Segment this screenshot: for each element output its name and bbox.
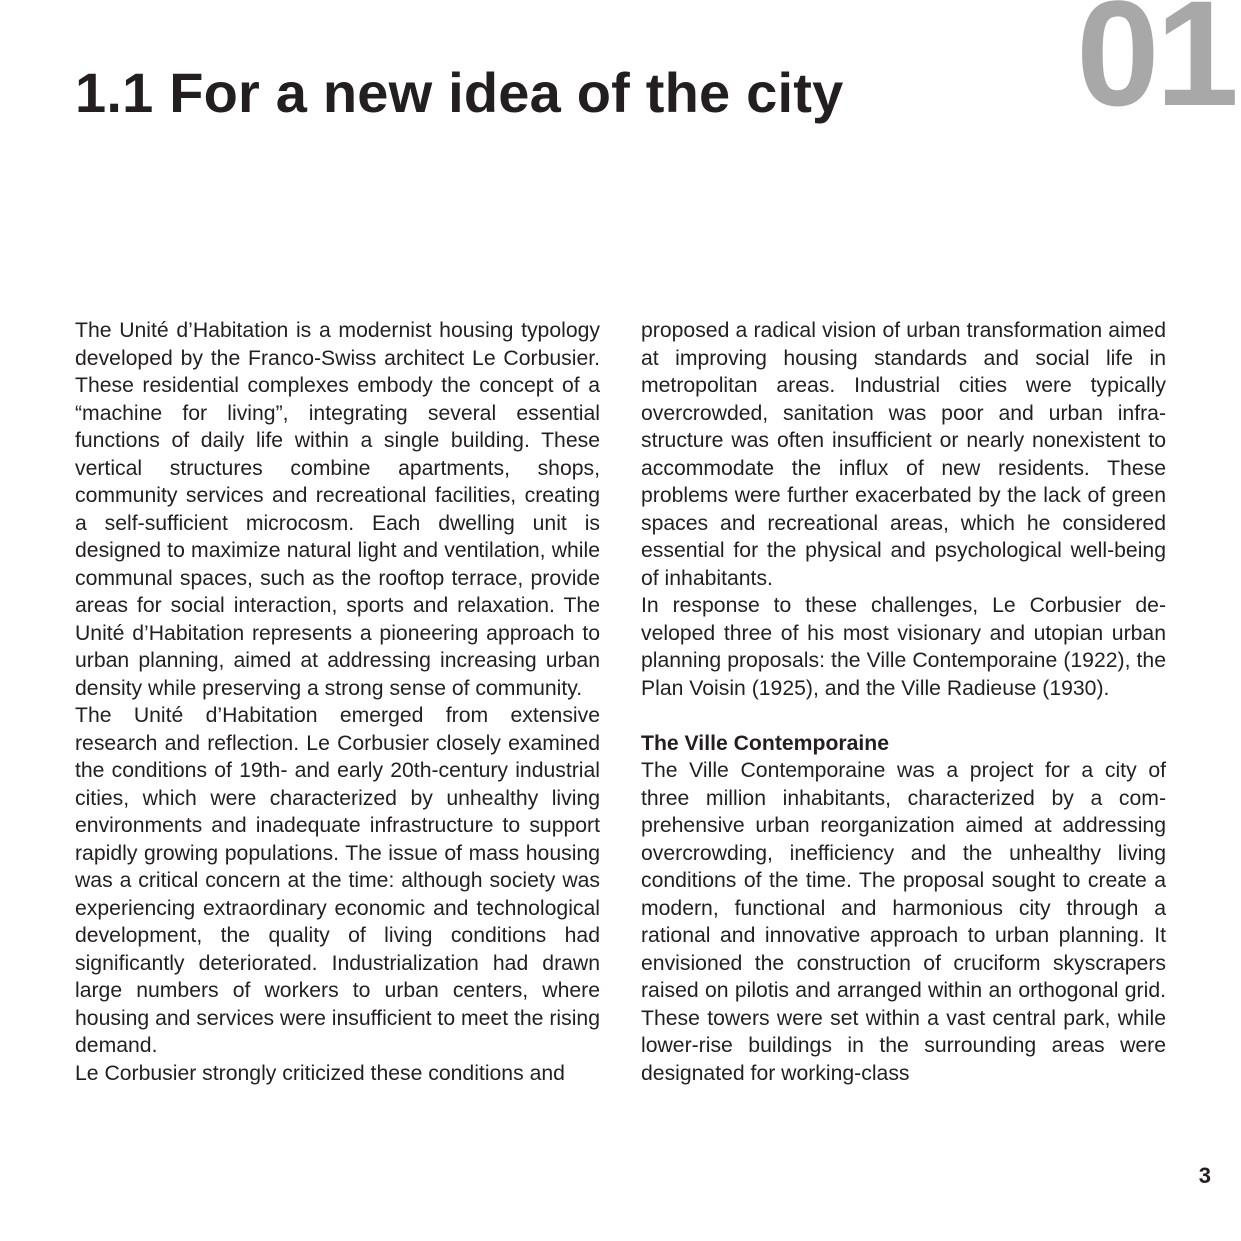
body-paragraph: The Unité d’Habitation is a modernist housing typology developed by the Franco-Swiss architect Le Corbusier. These residential complexes embody the concept of a “machine for living”, integrating several essential functions of daily life within a single building. These vertical structures combine apartments, shops, community services and recreational facilities, creating a self-sufficient microcosm. Each dwelling unit is designed to maximize natural light and ventilation, while communal spaces, such as the rooftop terrace, provide areas for social interaction, sports and relaxation. The Unité d’Habitation represents a pioneering approach to urban planning, aimed at addressing increasing urban density while preserving a strong sense of community.	[75, 319, 600, 700]
body-paragraph: proposed a radical vision of urban transformation aimed at improving housing standards and social life in metropolitan areas. Industrial cities were typically overcrowded, sanitation was poor and urban infrastructure was often insufficient or nearly nonexistent to accommodate the influx of new residents. These problems were further exacerbated by the lack of green spaces and recreational areas, which he considered essential for the physical and psychological well-being of inhabitants.	[641, 319, 1166, 590]
body-paragraph: Le Corbusier strongly criticized these conditions and	[75, 1061, 565, 1085]
page-number: 3	[1198, 1163, 1211, 1188]
body-paragraph: The Unité d’Habitation emerged from extensive research and reflection. Le Corbusier closely examined the conditions of 19th- and early 20th-century industrial cities, which were characterized by unhealthy living environments and inadequate infrastructure to support rapidly growing populations. The issue of mass housing was a critical concern at the time: although society was experiencing extraordinary economic and technological development, the quality of living conditions had significantly deteriorated. Industrialization had drawn large numbers of workers to urban centers, where housing and services were insufficient to meet the rising demand.	[75, 704, 600, 1057]
left-text-column	[75, 317, 600, 1087]
body-paragraph: In response to these challenges, Le Corbusier developed three of his most visionary and utopian urban planning proposals: the Ville Contemporaine (1922), the Plan Voisin (1925), and the Ville Radieuse (1930).	[641, 594, 1166, 700]
body-paragraph: The Ville Contemporaine was a project for a city of three million inhabitants, characterized by a comprehensive urban reorganization aimed at addressing overcrowding, inefficiency and the unhealthy living conditions of the time. The proposal sought to create a modern, functional and harmonious city through a rational and innovative approach to urban planning. It envisioned the construction of cruciform skyscrapers raised on pilotis and arranged within an orthogonal grid. These towers were set within a vast central park, while lower-rise buildings in the surrounding areas were designated for working-class	[641, 759, 1166, 1085]
right-text-column	[641, 317, 1166, 1087]
chapter-number: 01	[1076, 0, 1235, 137]
section-title: 1.1 For a new idea of the city	[75, 61, 844, 124]
subsection-heading: The Ville Contemporaine	[641, 731, 890, 755]
